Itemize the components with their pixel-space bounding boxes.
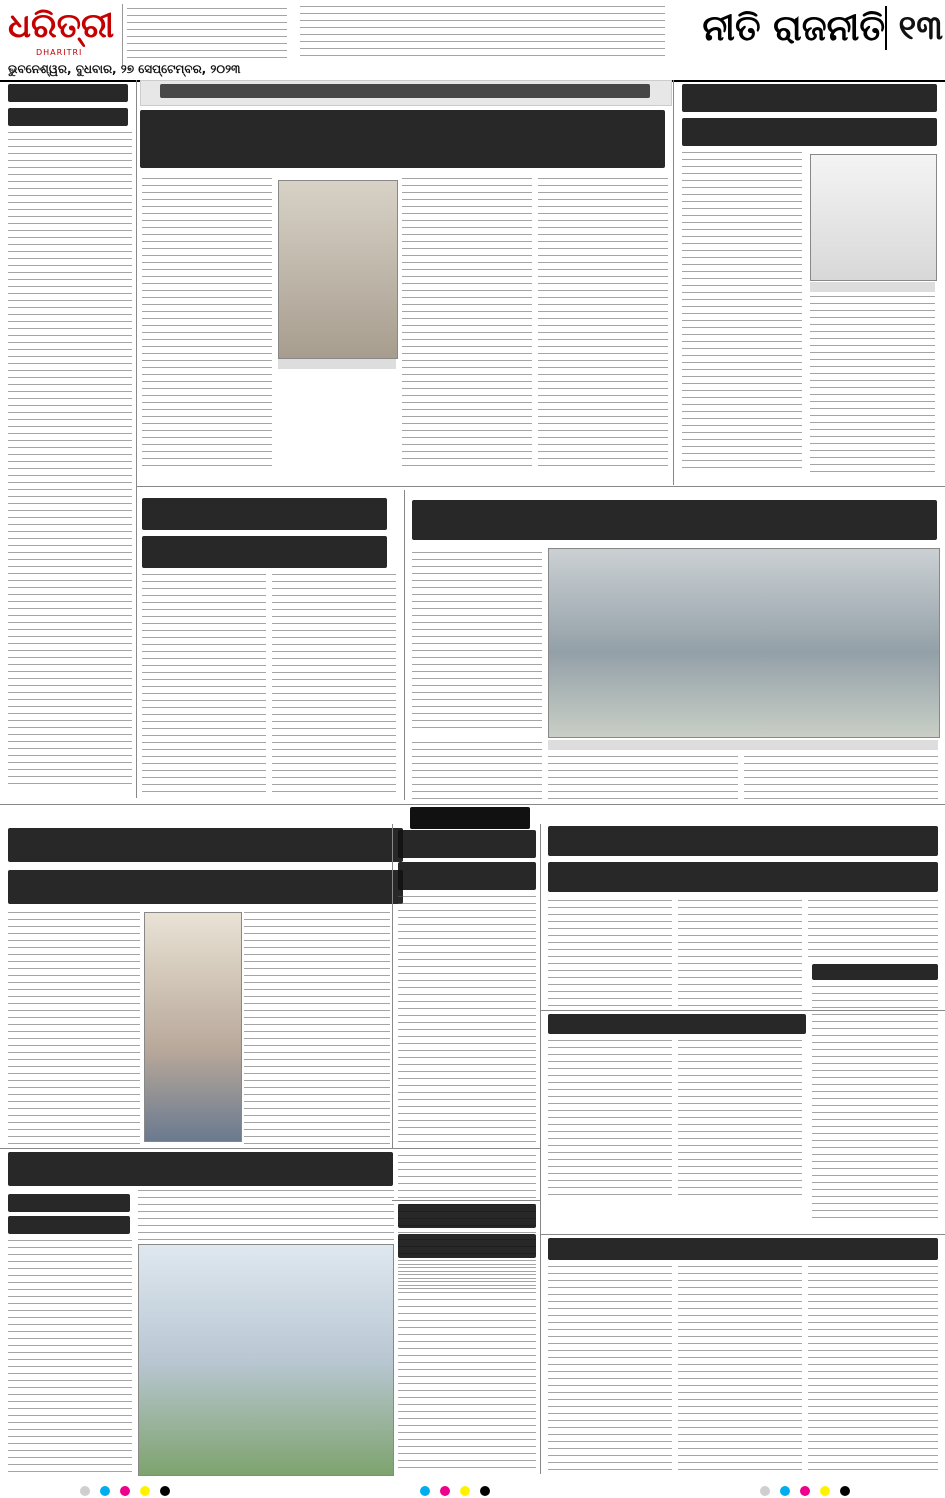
dharmendra-headline-line-1 [8, 828, 403, 862]
divider-modi-terrorism [540, 824, 541, 1474]
right-top-headline-line-1 [682, 84, 937, 112]
registration-right-cyan-swatch [780, 1486, 790, 1496]
drone-subhead-line-2 [8, 1216, 130, 1234]
registration-right-magenta-swatch [800, 1486, 810, 1496]
bjd-bjp-body-col-1 [412, 552, 542, 732]
dharmendra-story-photo [144, 912, 242, 1142]
left-column-body-lines [8, 132, 132, 788]
right-top-portrait [810, 154, 937, 281]
supreme-court-body-col-2 [678, 1266, 802, 1472]
main-headline [140, 110, 665, 168]
drone-body-col-1 [8, 1240, 132, 1474]
divider-bill-bjp [404, 490, 405, 800]
registration-right-gray-swatch [760, 1486, 770, 1496]
small-right-story-body [812, 986, 938, 1218]
page-number: ୧୩ [885, 6, 943, 50]
jaishankar-headline-line-1 [548, 826, 938, 856]
registration-center-black-swatch [480, 1486, 490, 1496]
registration-cyan-swatch [100, 1486, 110, 1496]
right-top-portrait-caption [810, 282, 935, 292]
bjd-bjp-group-photo [548, 548, 940, 738]
registration-magenta-swatch [120, 1486, 130, 1496]
jaishankar-headline-line-2 [548, 862, 938, 892]
left-column-headline-line-1 [8, 84, 128, 102]
manipur-story-headline [548, 1014, 806, 1034]
modi-story-body [398, 896, 536, 1292]
modi-story-headline-line-2 [398, 862, 536, 890]
small-right-story-headline [812, 964, 938, 980]
jaishankar-body-col-3 [808, 900, 938, 960]
bjd-bjp-body-col-3 [548, 756, 738, 800]
manipur-body-col-2 [678, 1040, 802, 1200]
other-news-section-label [410, 807, 530, 829]
divider-middle-section [0, 804, 945, 805]
masthead-side-block [122, 4, 293, 66]
jaishankar-body-col-1 [548, 900, 672, 1006]
drone-headline [8, 1152, 393, 1186]
supreme-court-body-col-3 [808, 1266, 938, 1472]
top-banner-headline [160, 84, 650, 98]
newspaper-logo-subtitle: DHARITRI [36, 48, 83, 57]
dateline: ଭୁବନେଶ୍ୱର, ବୁଧବାର, ୨୭ ସେପ୍ଟେମ୍ବର, ୨୦୨୩ [8, 62, 241, 76]
main-story-body-col-1 [142, 178, 272, 472]
right-top-body-col-1 [682, 152, 802, 474]
registration-yellow-swatch [140, 1486, 150, 1496]
masthead [0, 0, 945, 82]
supreme-court-headline [548, 1238, 938, 1260]
supreme-court-body-col-1 [548, 1266, 672, 1472]
divider-elephant [392, 1200, 540, 1201]
right-top-headline-line-2 [682, 118, 937, 146]
dharmendra-body-col-1 [8, 912, 140, 1144]
registration-center-magenta-swatch [440, 1486, 450, 1496]
masthead-news-brief-lines [300, 6, 665, 56]
bjd-bjp-body-col-2 [412, 742, 542, 800]
registration-right-black-swatch [840, 1486, 850, 1496]
registration-gray-swatch [80, 1486, 90, 1496]
main-story-photo-caption [278, 359, 396, 369]
divider-left-main [136, 80, 137, 798]
divider-dharmendra-modi [392, 824, 393, 1148]
divider-top-middle [136, 486, 945, 487]
drone-photo [138, 1244, 394, 1476]
dharmendra-headline-line-2 [8, 870, 403, 904]
right-top-body-col-2 [810, 296, 935, 474]
masthead-side-text-lines [127, 8, 287, 62]
drone-subhead-line-1 [8, 1194, 130, 1212]
bill-story-body-col-1 [142, 574, 266, 796]
divider-manipur-sc [540, 1234, 945, 1235]
newspaper-logo: ଧରିତ୍ରୀ [8, 6, 115, 46]
bjd-bjp-photo-caption [548, 740, 938, 750]
main-story-photo [278, 180, 398, 359]
manipur-body-col-1 [548, 1040, 672, 1200]
elephant-story-body [398, 1264, 536, 1472]
bjd-bjp-body-col-4 [744, 756, 938, 800]
elephant-headline-line-2 [398, 1234, 536, 1258]
divider-drone [0, 1148, 540, 1149]
divider-main-right [673, 80, 674, 485]
bill-story-headline-line-1 [142, 498, 387, 530]
drone-body-top-lines [138, 1190, 394, 1240]
main-story-body-col-2 [402, 178, 532, 472]
left-column-headline-line-2 [8, 108, 128, 126]
bill-story-body-col-2 [272, 574, 396, 796]
registration-black-swatch [160, 1486, 170, 1496]
bjd-bjp-headline [412, 500, 937, 540]
registration-center-yellow-swatch [460, 1486, 470, 1496]
main-story-body-col-3 [538, 178, 668, 472]
section-title: ନୀତି ରାଜନୀତି [702, 7, 885, 49]
bill-story-headline-line-2 [142, 536, 387, 568]
elephant-headline-line-1 [398, 1204, 536, 1228]
dharmendra-body-col-2 [244, 912, 390, 1144]
registration-right-yellow-swatch [820, 1486, 830, 1496]
jaishankar-body-col-2 [678, 900, 802, 1006]
modi-story-headline-line-1 [398, 830, 536, 858]
registration-center-cyan-swatch [420, 1486, 430, 1496]
